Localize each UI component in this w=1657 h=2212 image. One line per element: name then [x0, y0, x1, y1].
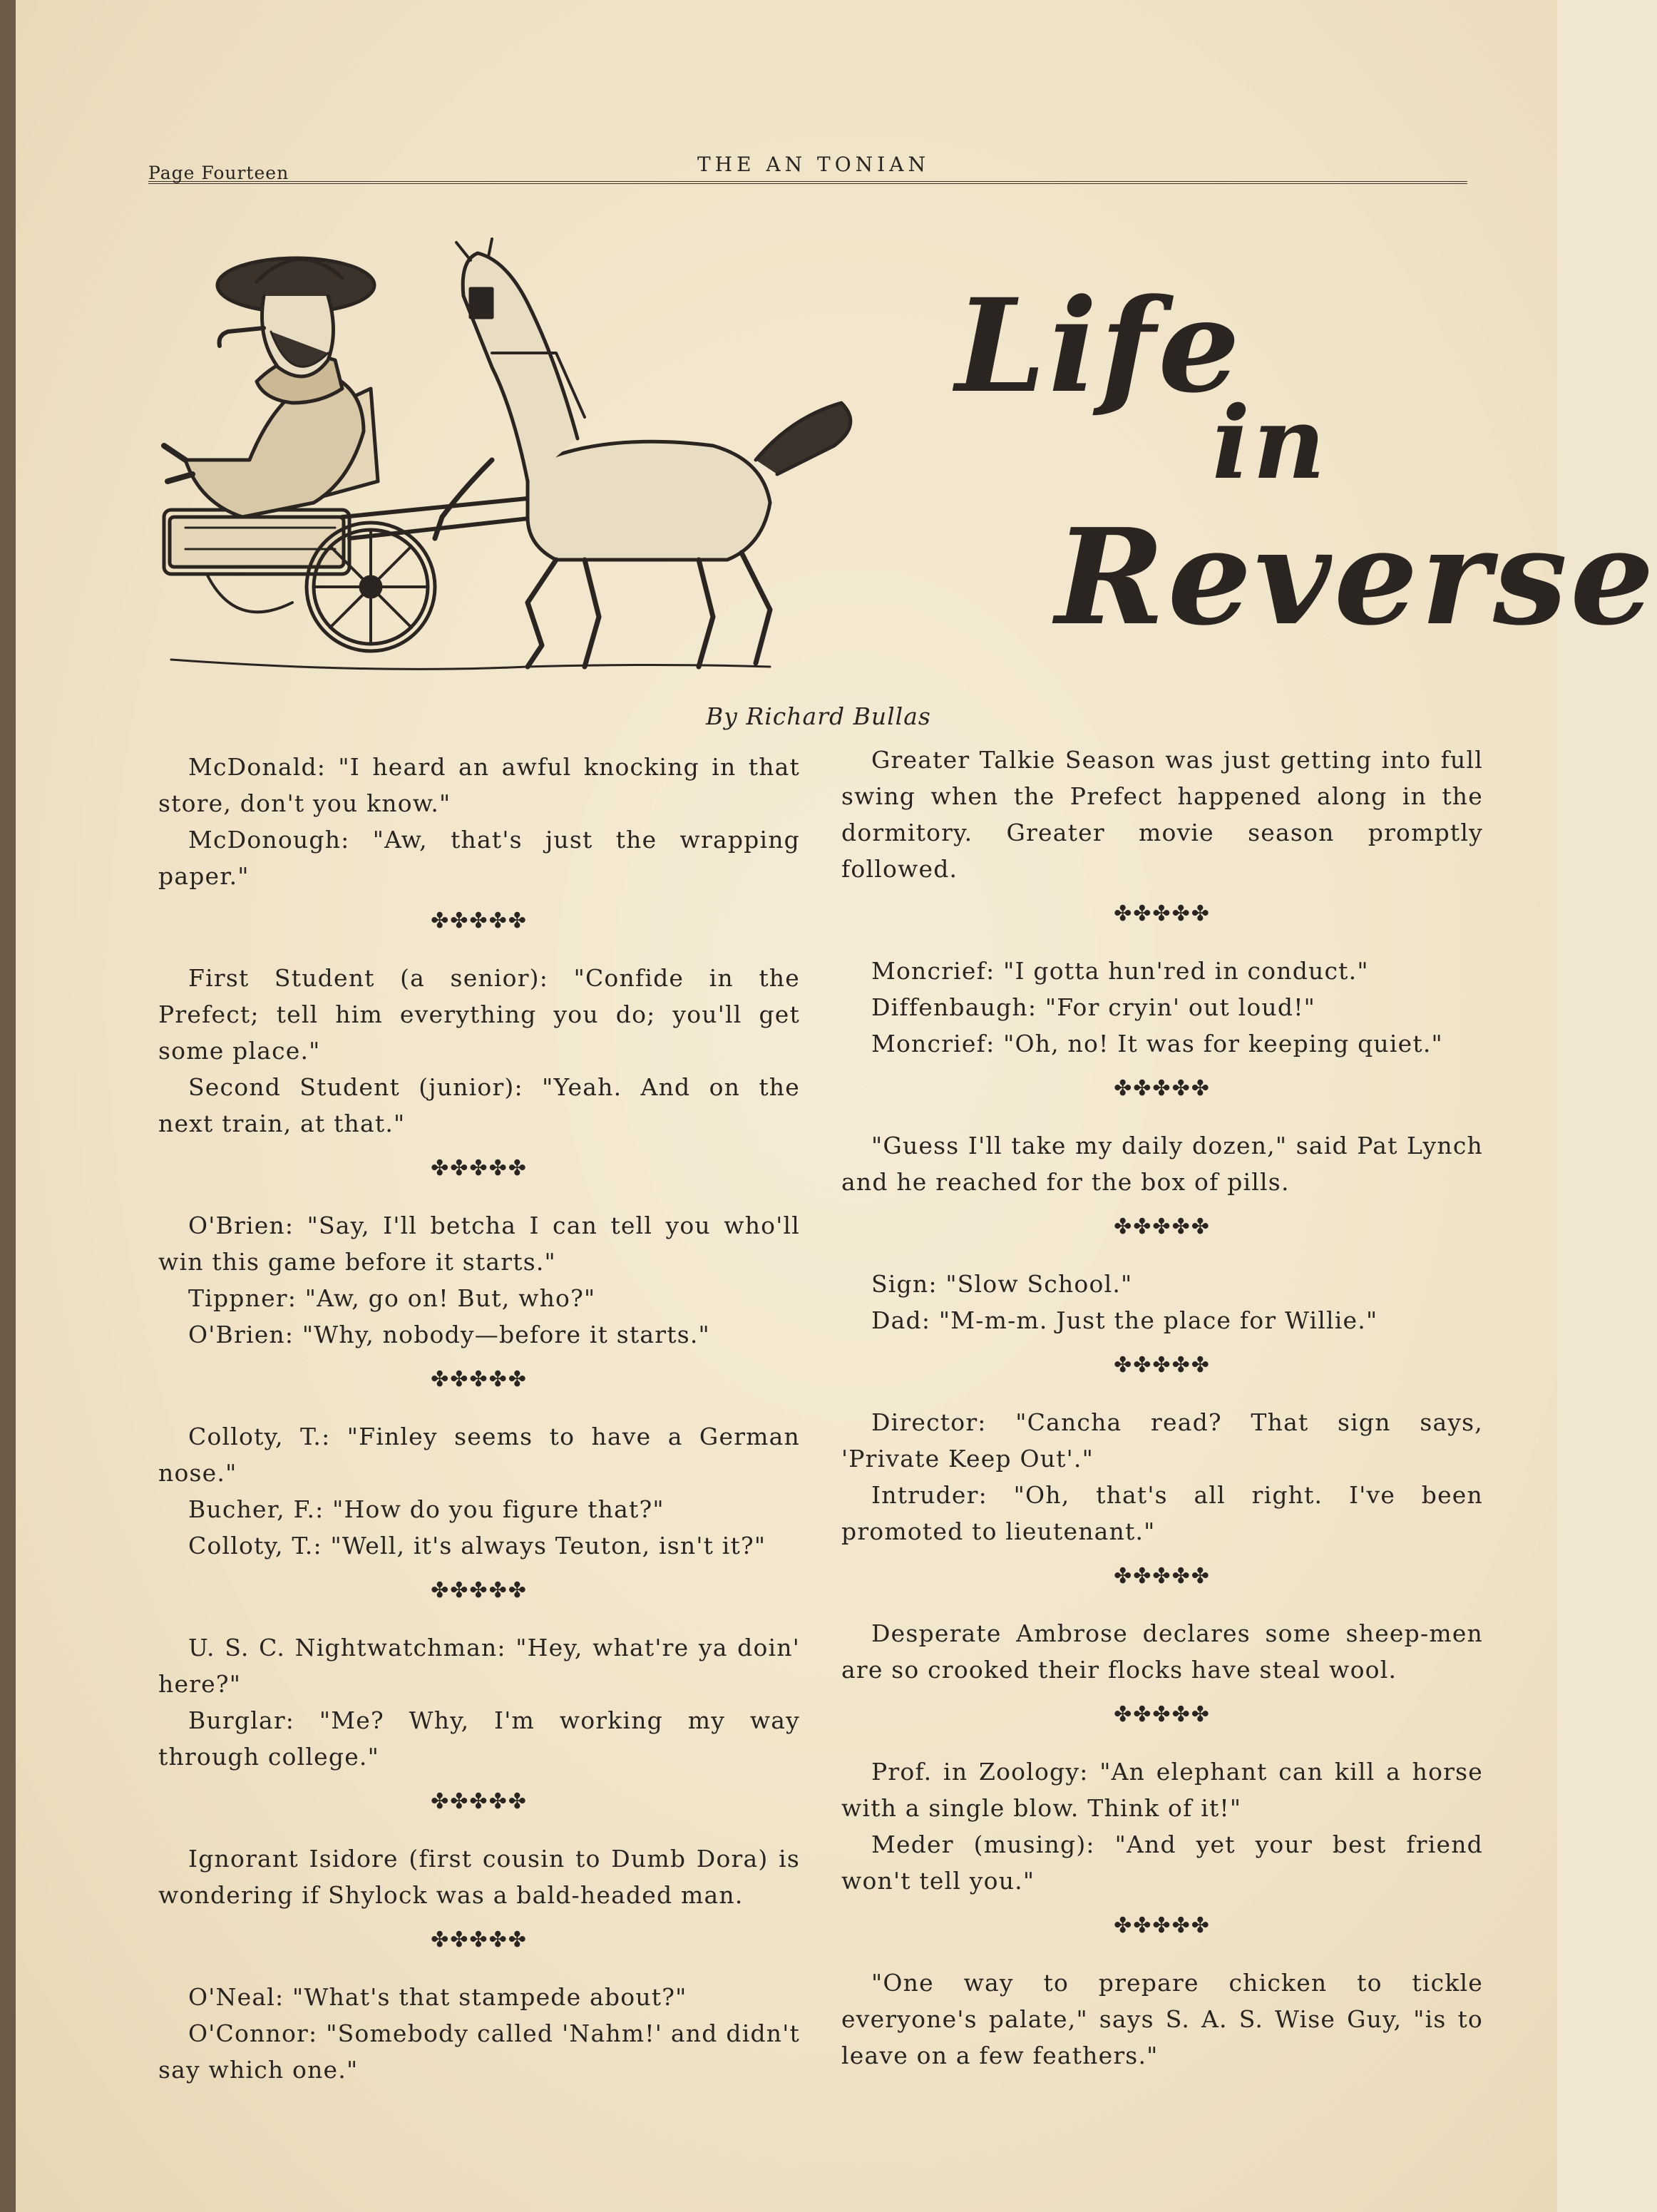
section-divider: ✤✤✤✤✤: [431, 1578, 528, 1603]
joke-line: Meder (musing): "And yet your best friend won't tell you.": [841, 1830, 1483, 1895]
joke-line: McDonald: "I heard an awful knocking in that store, don't you know.": [158, 753, 800, 817]
joke-block: [158, 960, 800, 1142]
joke-line: O'Connor: "Somebody called 'Nahm!' and didn't say which one.": [158, 2019, 800, 2084]
binding-edge: [0, 0, 16, 2212]
section-divider: ✤✤✤✤✤: [1114, 1564, 1211, 1589]
horse-cart-illustration: [157, 246, 898, 681]
right-column: [841, 742, 1483, 2074]
joke-line: U. S. C. Nightwatchman: "Hey, what're ya doin' here?": [158, 1634, 800, 1698]
section-divider: ✤✤✤✤✤: [1114, 1913, 1211, 1938]
left-column: [158, 749, 800, 2088]
joke-block: [158, 749, 800, 894]
joke-block: [158, 1840, 800, 1913]
joke-line: First Student (a senior): "Confide in the Prefect; tell him everything you do; you'll get some place.": [158, 964, 800, 1065]
joke-line: Burglar: "Me? Why, I'm working my way through college.": [158, 1706, 800, 1771]
joke-line: Tippner: "Aw, go on! But, who?": [188, 1284, 596, 1312]
joke-block: [158, 1979, 800, 2088]
joke-block: [841, 953, 1483, 1062]
joke-line: Colloty, T.: "Finley seems to have a German nose.": [158, 1423, 800, 1487]
section-divider: ✤✤✤✤✤: [1114, 1353, 1211, 1378]
joke-line: Diffenbaugh: "For cryin' out loud!": [871, 993, 1316, 1021]
section-divider: ✤✤✤✤✤: [1114, 1702, 1211, 1727]
joke-line: Greater Talkie Season was just getting into full swing when the Prefect happened along in the dormitory. Greater movie season promptly followed.: [841, 746, 1483, 883]
joke-line: O'Brien: "Say, I'll betcha I can tell you who'll win this game before it starts.": [158, 1212, 800, 1276]
section-divider: ✤✤✤✤✤: [1114, 901, 1211, 926]
joke-line: Moncrief: "Oh, no! It was for keeping quiet.": [871, 1030, 1443, 1058]
joke-block: [841, 1615, 1483, 1688]
joke-line: Bucher, F.: "How do you figure that?": [188, 1495, 665, 1523]
joke-line: "Guess I'll take my daily dozen," said Pat Lynch and he reached for the box of pills.: [841, 1132, 1483, 1196]
page-number: Page Fourteen: [148, 163, 289, 183]
joke-line: Dad: "M-m-m. Just the place for Willie.": [871, 1306, 1378, 1334]
page-header: [148, 155, 1467, 184]
joke-block: [841, 1127, 1483, 1200]
joke-block: [841, 1753, 1483, 1899]
joke-line: Director: "Cancha read? That sign says, 'Private Keep Out'.": [841, 1408, 1483, 1473]
joke-line: McDonough: "Aw, that's just the wrapping paper.": [158, 826, 800, 890]
section-divider: ✤✤✤✤✤: [431, 1156, 528, 1181]
joke-line: Sign: "Slow School.": [871, 1270, 1133, 1298]
masthead: THE AN TONIAN: [697, 153, 930, 176]
title-line-reverse: Reverse: [1055, 499, 1657, 655]
joke-line: O'Brien: "Why, nobody—before it starts.": [188, 1321, 710, 1348]
joke-block: [841, 1404, 1483, 1550]
joke-line: Ignorant Isidore (first cousin to Dumb Dora) is wondering if Shylock was a bald-headed man.: [158, 1845, 800, 1909]
joke-line: Second Student (junior): "Yeah. And on the next train, at that.": [158, 1073, 800, 1137]
joke-block: [841, 1266, 1483, 1338]
title-line-life: Life: [955, 271, 1243, 421]
section-divider: ✤✤✤✤✤: [431, 1927, 528, 1952]
joke-line: Colloty, T.: "Well, it's always Teuton, isn't it?": [188, 1532, 766, 1560]
section-divider: ✤✤✤✤✤: [431, 1789, 528, 1814]
joke-block: [841, 742, 1483, 887]
joke-line: Moncrief: "I gotta hun'red in conduct.": [871, 957, 1369, 985]
joke-block: [158, 1418, 800, 1564]
byline: By Richard Bullas: [706, 702, 931, 730]
joke-line: Prof. in Zoology: "An elephant can kill a horse with a single blow. Think of it!": [841, 1758, 1483, 1822]
joke-block: [158, 1207, 800, 1353]
joke-block: [158, 1629, 800, 1775]
section-divider: ✤✤✤✤✤: [1114, 1214, 1211, 1239]
joke-line: Intruder: "Oh, that's all right. I've been promoted to lieutenant.": [841, 1481, 1483, 1545]
section-divider: ✤✤✤✤✤: [431, 908, 528, 933]
section-divider: ✤✤✤✤✤: [431, 1367, 528, 1392]
joke-line: Desperate Ambrose declares some sheep-men are so crooked their flocks have steal wool.: [841, 1619, 1483, 1684]
title-line-in: in: [1212, 385, 1328, 502]
section-divider: ✤✤✤✤✤: [1114, 1076, 1211, 1101]
joke-block: [841, 1965, 1483, 2074]
joke-line: "One way to prepare chicken to tickle everyone's palate," says S. A. S. Wise Guy, "is to leave on a few feathers.": [841, 1969, 1483, 2069]
joke-line: O'Neal: "What's that stampede about?": [188, 1983, 687, 2011]
